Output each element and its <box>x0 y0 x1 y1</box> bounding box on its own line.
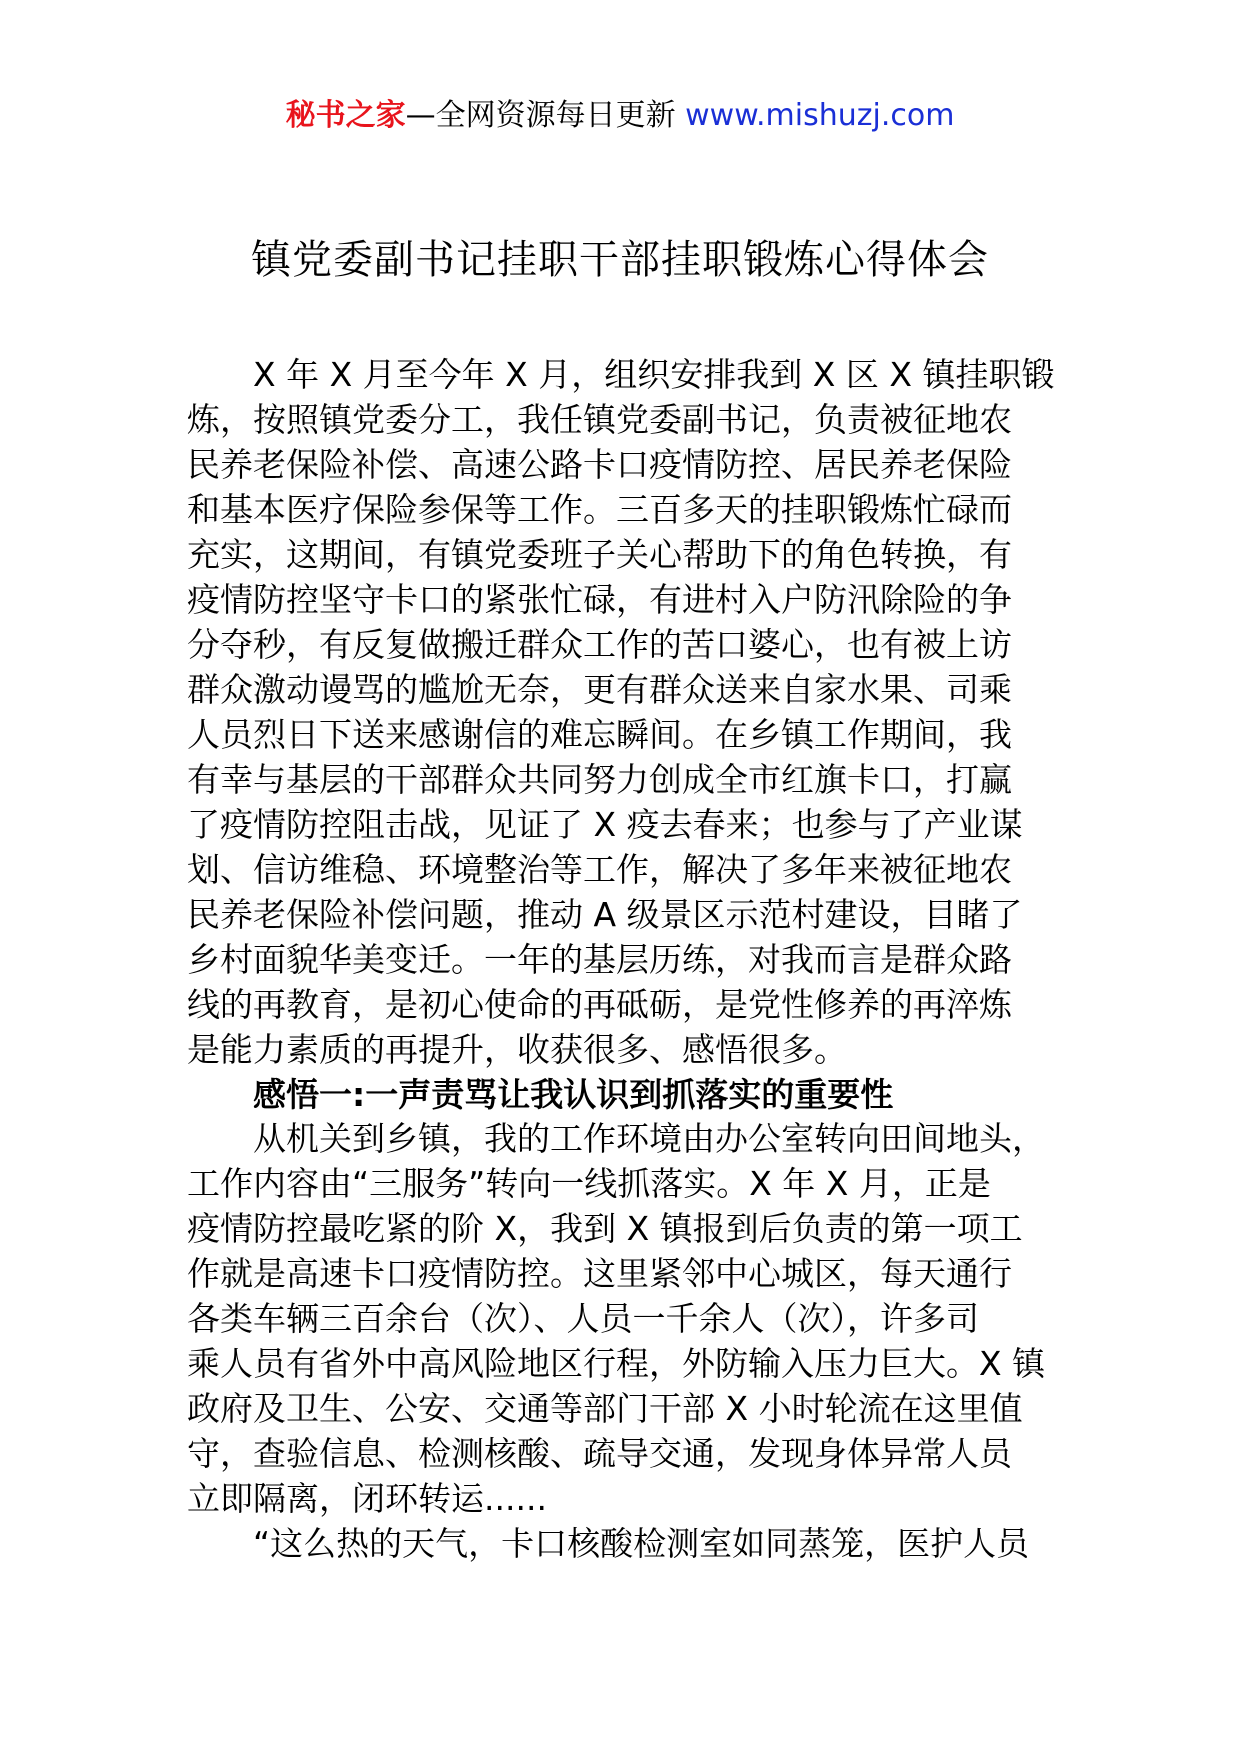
header-slogan: 全网资源每日更新 <box>435 98 676 133</box>
document-body <box>187 352 1057 1566</box>
paragraph-2 <box>187 1116 1057 1521</box>
text-line: 工作内容由“三服务”转向一线抓落实。X 年 X 月，正是 <box>187 1164 991 1203</box>
text-line: “这么热的天气，卡口核酸检测室如同蒸笼，医护人员 <box>253 1524 1030 1563</box>
site-url[interactable]: www.mishuzj.com <box>685 98 955 133</box>
text-line: 各类车辆三百余台（次）、人员一千余人（次），许多司 <box>187 1299 979 1338</box>
text-line: 线的再教育，是初心使命的再砥砺，是党性修养的再淬炼 <box>187 985 1012 1024</box>
text-line: 立即隔离，闭环转运...... <box>187 1479 547 1518</box>
text-line: 民养老保险补偿问题，推动 A 级景区示范村建设，目睹了 <box>187 895 1023 934</box>
text-line: 和基本医疗保险参保等工作。三百多天的挂职锻炼忙碌而 <box>187 490 1012 529</box>
paragraph-1 <box>187 352 1057 1072</box>
brand-name: 秘书之家 <box>285 98 406 133</box>
text-line: 守，查验信息、检测核酸、疏导交通，发现身体异常人员 <box>187 1434 1012 1473</box>
text-line: 疫情防控最吃紧的阶 X，我到 X 镇报到后负责的第一项工 <box>187 1209 1023 1248</box>
text-line: 分夺秒，有反复做搬迁群众工作的苦口婆心，也有被上访 <box>187 625 1012 664</box>
text-line: 乘人员有省外中高风险地区行程，外防输入压力巨大。X 镇 <box>187 1344 1046 1383</box>
text-line: 是能力素质的再提升，收获很多、感悟很多。 <box>187 1030 847 1069</box>
text-line: 人员烈日下送来感谢信的难忘瞬间。在乡镇工作期间，我 <box>187 715 1012 754</box>
text-line: 民养老保险补偿、高速公路卡口疫情防控、居民养老保险 <box>187 445 1012 484</box>
text-line: 炼，按照镇党委分工，我任镇党委副书记，负责被征地农 <box>187 400 1012 439</box>
text-line: 划、信访维稳、环境整治等工作，解决了多年来被征地农 <box>187 850 1012 889</box>
text-line: 充实，这期间，有镇党委班子关心帮助下的角色转换，有 <box>187 535 1012 574</box>
document-title: 镇党委副书记挂职干部挂职锻炼心得体会 <box>251 237 989 283</box>
text-line: 作就是高速卡口疫情防控。这里紧邻中心城区，每天通行 <box>187 1254 1012 1293</box>
text-line: 群众激动谩骂的尴尬无奈，更有群众送来自家水果、司乘 <box>187 670 1012 709</box>
text-line: 从机关到乡镇，我的工作环境由办公室转向田间地头， <box>253 1119 1045 1158</box>
text-line: 疫情防控坚守卡口的紧张忙碌，有进村入户防汛除险的争 <box>187 580 1012 619</box>
paragraph-3 <box>187 1521 1057 1566</box>
header-separator: — <box>405 98 436 133</box>
text-line: 政府及卫生、公安、交通等部门干部 X 小时轮流在这里值 <box>187 1389 1023 1428</box>
site-header <box>0 96 1240 136</box>
text-line: 有幸与基层的干部群众共同努力创成全市红旗卡口，打赢 <box>187 760 1012 799</box>
text-line: 了疫情防控阻击战，见证了 X 疫去春来；也参与了产业谋 <box>187 805 1023 844</box>
section-heading-1: 感悟一:一声责骂让我认识到抓落实的重要性 <box>253 1075 894 1114</box>
text-line: 乡村面貌华美变迁。一年的基层历练，对我而言是群众路 <box>187 940 1012 979</box>
text-line: X 年 X 月至今年 X 月，组织安排我到 X 区 X 镇挂职锻 <box>253 355 1055 394</box>
